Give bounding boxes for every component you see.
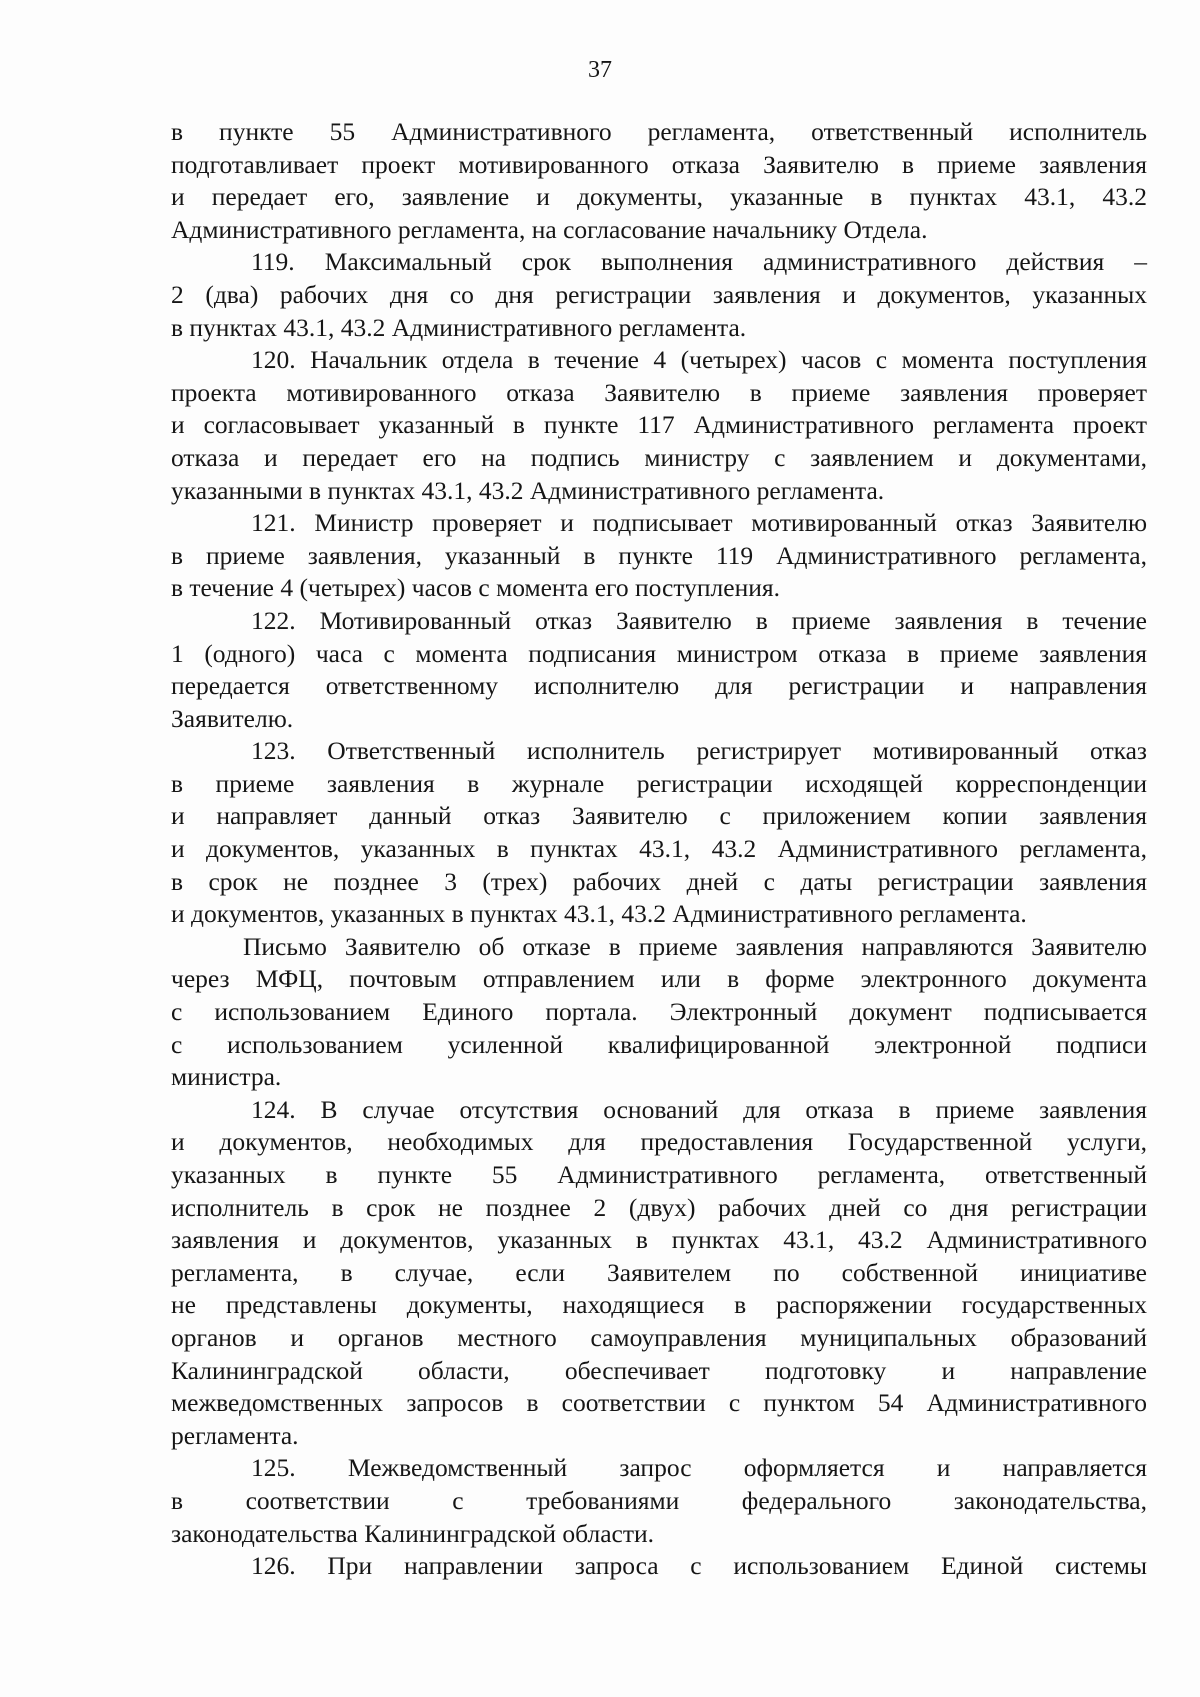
paragraph-p123b xyxy=(171,931,1147,1094)
text-line: в срок не позднее 3 (трех) рабочих дней с даты регистрации заявления xyxy=(171,866,1147,896)
text-line: и согласовывает указанный в пункте 117 Административного регламента проект xyxy=(171,410,1147,440)
text-line: 123. Ответственный исполнитель регистрирует мотивированный отказ xyxy=(251,736,1147,766)
text-line: указанных в пункте 55 Административного регламента, ответственный xyxy=(171,1160,1147,1189)
text-line: законодательства Калининградской области. xyxy=(171,1518,655,1548)
paragraph-p123 xyxy=(171,735,1147,931)
text-line: в приеме заявления в журнале регистрации исходящей корреспонденции xyxy=(171,768,1147,798)
text-line: и документов, указанных в пунктах 43.1, 43.2 Административного регламента, xyxy=(171,834,1147,864)
text-line: отказа и передает его на подпись министру с заявлением и документами, xyxy=(171,442,1147,472)
text-line: 126. При направлении запроса с использованием Единой системы xyxy=(251,1551,1147,1581)
text-line: исполнитель в срок не позднее 2 (двух) рабочих дней со дня регистрации xyxy=(171,1192,1147,1222)
text-line: в пункте 55 Административного регламента, ответственный исполнитель xyxy=(171,117,1147,146)
text-line: указанными в пунктах 43.1, 43.2 Административного регламента. xyxy=(171,475,885,505)
text-line: в приеме заявления, указанный в пункте 119 Административного регламента, xyxy=(171,540,1147,570)
paragraph-p120 xyxy=(171,344,1147,507)
text-line: не представлены документы, находящиеся в распоряжении государственных xyxy=(171,1290,1147,1320)
text-line: заявления и документов, указанных в пунктах 43.1, 43.2 Административного xyxy=(171,1225,1147,1255)
text-line: регламента. xyxy=(171,1420,299,1450)
text-line: проекта мотивированного отказа Заявителю в приеме заявления проверяет xyxy=(171,377,1147,407)
paragraph-p126 xyxy=(171,1550,1147,1583)
text-line: 1 (одного) часа с момента подписания министром отказа в приеме заявления xyxy=(171,638,1147,668)
text-line: Административного регламента, на согласование начальнику Отдела. xyxy=(171,214,928,244)
text-line: межведомственных запросов в соответствии с пунктом 54 Административного xyxy=(171,1388,1147,1418)
text-line: 124. В случае отсутствия оснований для отказа в приеме заявления xyxy=(251,1094,1147,1124)
text-line: регламента, в случае, если Заявителем по собственной инициативе xyxy=(171,1257,1147,1287)
text-line: в пунктах 43.1, 43.2 Административного регламента. xyxy=(171,312,747,342)
text-line: 125. Межведомственный запрос оформляется и направляется xyxy=(251,1453,1147,1483)
text-line: в течение 4 (четырех) часов с момента его поступления. xyxy=(171,573,780,603)
paragraph-p122 xyxy=(171,605,1147,735)
text-line: Заявителю. xyxy=(171,703,294,733)
text-line: в соответствии с требованиями федерального законодательства, xyxy=(171,1485,1147,1515)
text-line: и документов, указанных в пунктах 43.1, 43.2 Административного регламента. xyxy=(171,899,1027,929)
document-body xyxy=(171,116,1147,1583)
text-line: через МФЦ, почтовым отправлением или в форме электронного документа xyxy=(171,964,1147,994)
text-line: подготавливает проект мотивированного отказа Заявителю в приеме заявления xyxy=(171,149,1147,179)
text-line: и направляет данный отказ Заявителю с приложением копии заявления xyxy=(171,801,1147,831)
text-line: 121. Министр проверяет и подписывает мотивированный отказ Заявителю xyxy=(251,508,1147,538)
text-line: и документов, необходимых для предоставления Государственной услуги, xyxy=(171,1127,1147,1157)
paragraph-p125 xyxy=(171,1452,1147,1550)
paragraph-p121 xyxy=(171,507,1147,605)
text-line: 119. Максимальный срок выполнения административного действия – xyxy=(251,247,1147,277)
text-line: 120. Начальник отдела в течение 4 (четырех) часов с момента поступления xyxy=(251,345,1147,375)
text-line: Калининградской области, обеспечивает подготовку и направление xyxy=(171,1355,1147,1385)
paragraph-p124 xyxy=(171,1094,1147,1453)
page-number: 37 xyxy=(588,57,612,83)
text-line: 2 (два) рабочих дня со дня регистрации заявления и документов, указанных xyxy=(171,279,1147,309)
text-line: Письмо Заявителю об отказе в приеме заявления направляются Заявителю xyxy=(243,931,1147,961)
text-line: 122. Мотивированный отказ Заявителю в приеме заявления в течение xyxy=(251,605,1147,635)
text-line: органов и органов местного самоуправления муниципальных образований xyxy=(171,1322,1147,1352)
text-line: и передает его, заявление и документы, указанные в пунктах 43.1, 43.2 xyxy=(171,182,1147,212)
paragraph-cont xyxy=(171,116,1147,246)
text-line: министра. xyxy=(171,1062,282,1092)
text-line: с использованием Единого портала. Электронный документ подписывается xyxy=(171,997,1147,1027)
text-line: с использованием усиленной квалифицированной электронной подписи xyxy=(171,1029,1147,1059)
paragraph-p119 xyxy=(171,246,1147,344)
text-line: передается ответственному исполнителю для регистрации и направления xyxy=(171,671,1147,701)
